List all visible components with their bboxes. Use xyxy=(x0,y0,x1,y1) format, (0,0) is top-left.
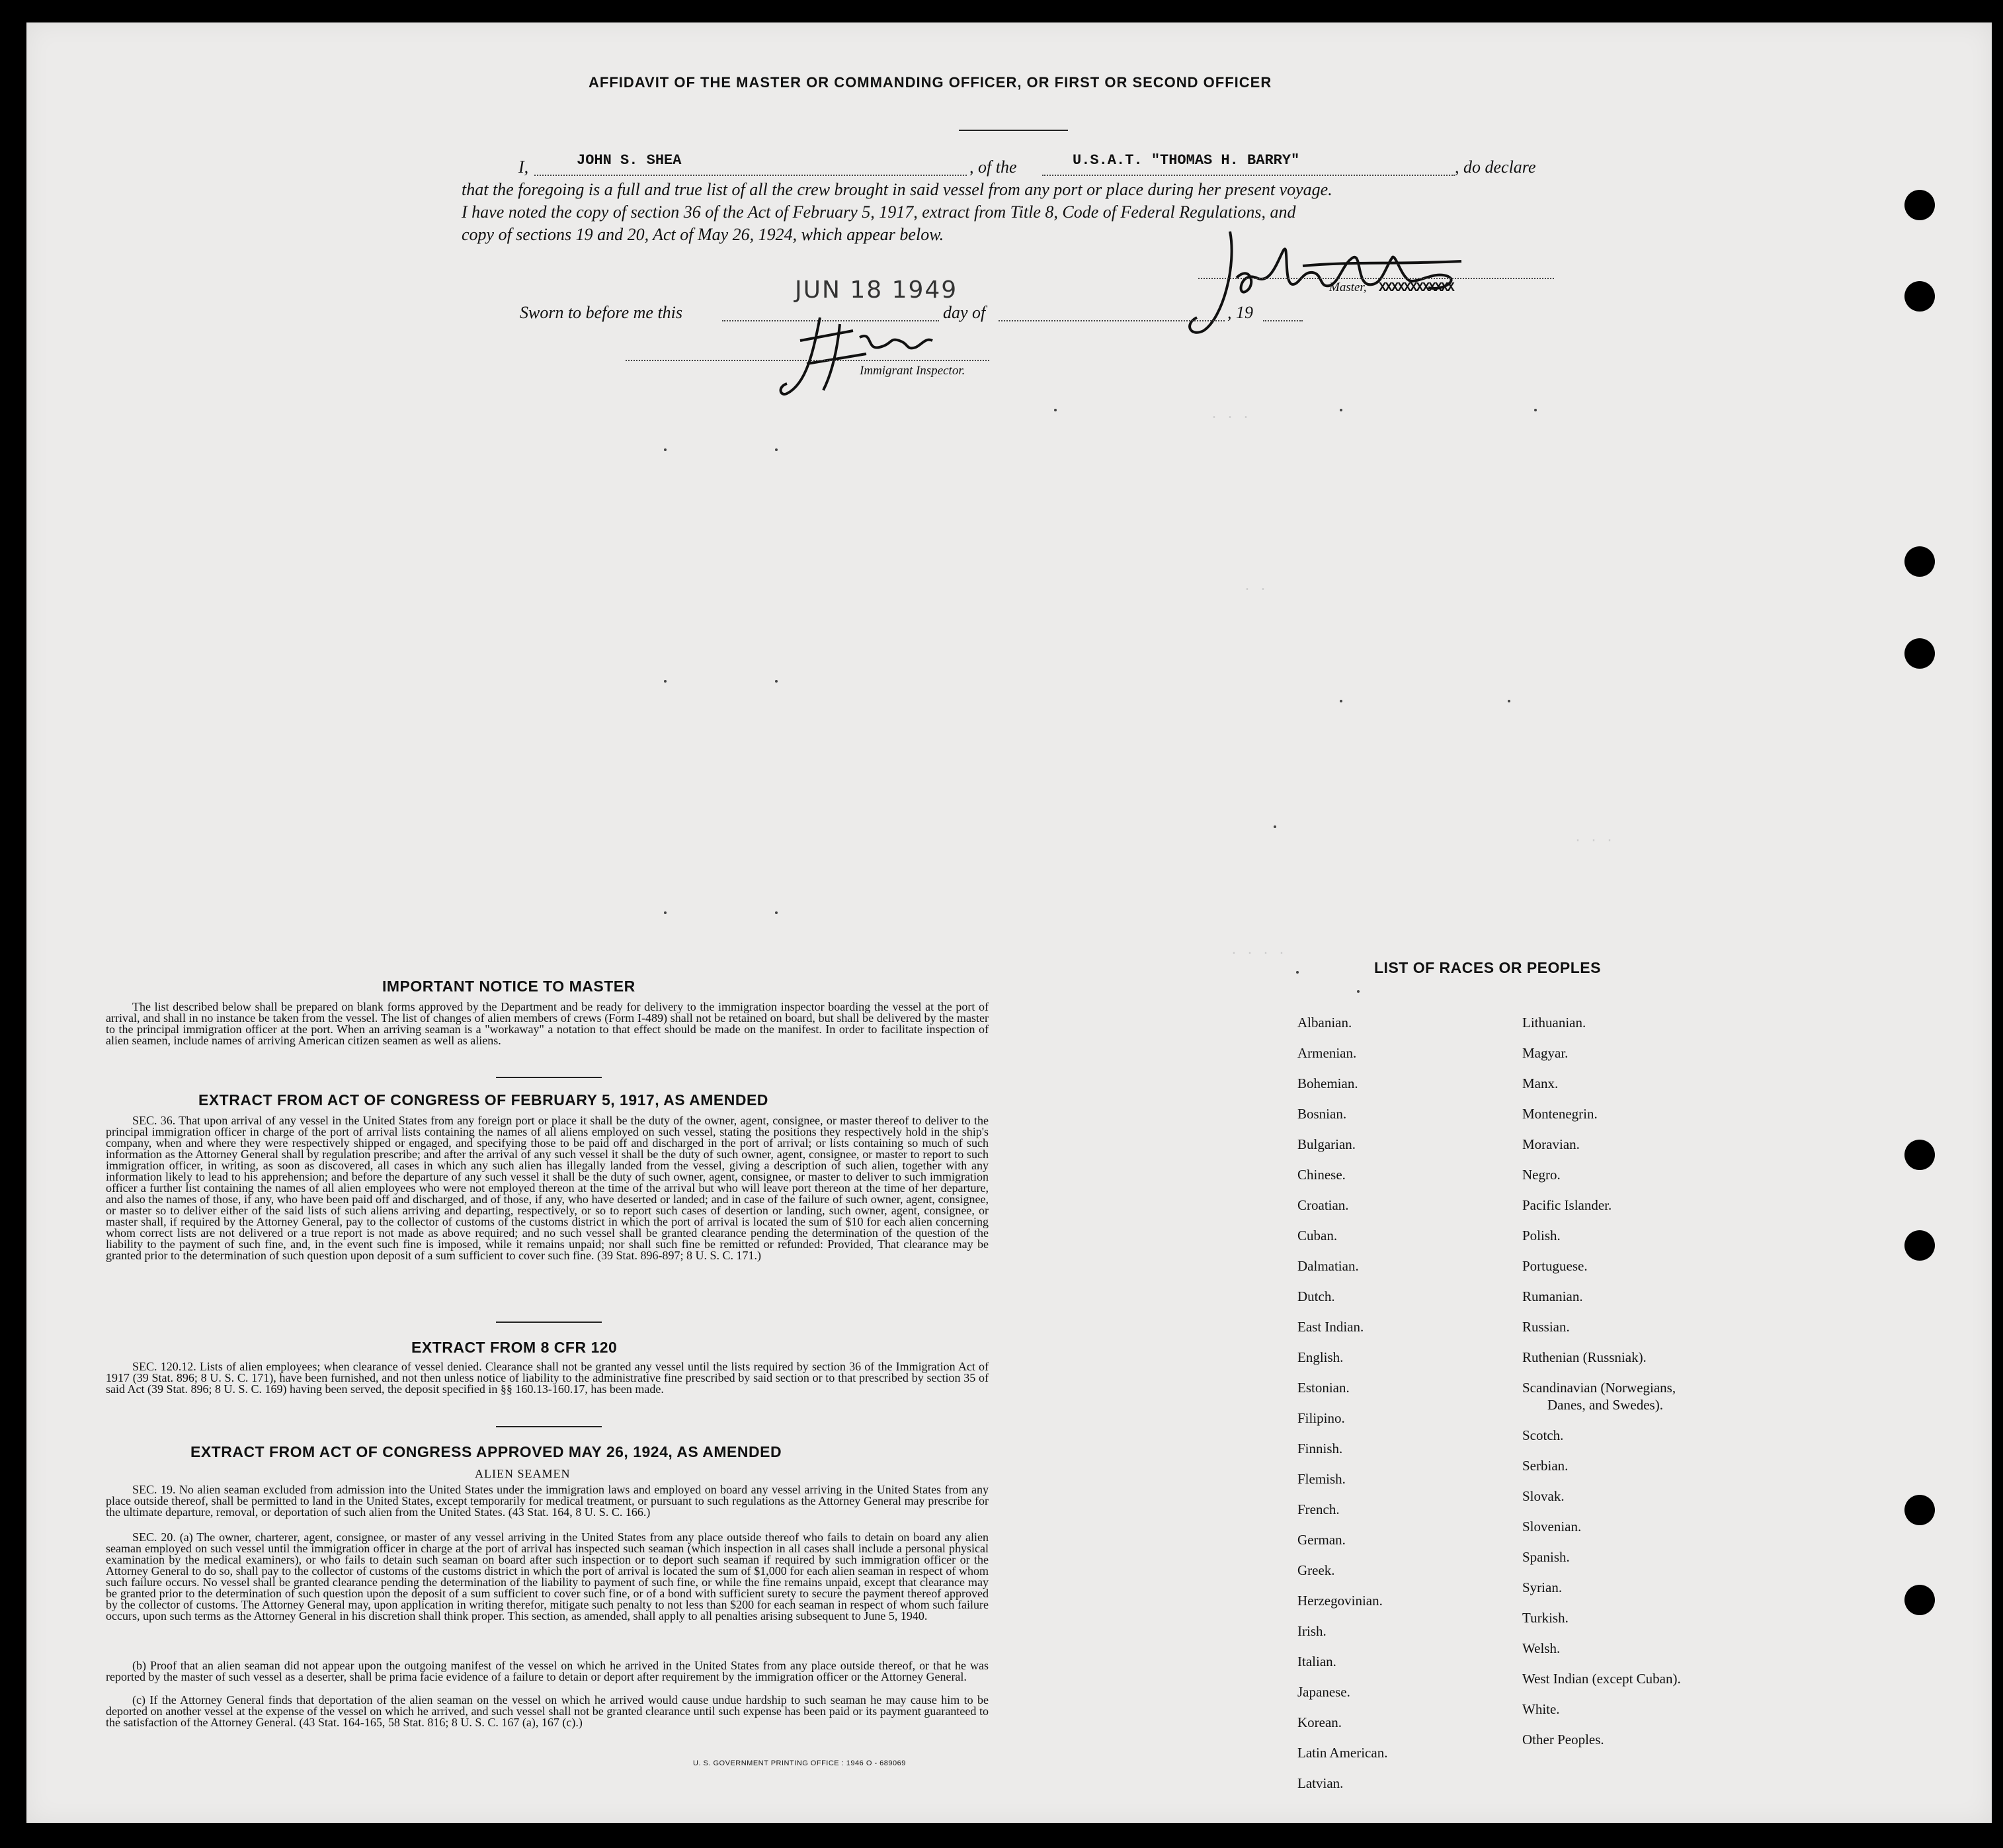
race-item: Montenegrin. xyxy=(1522,1106,1598,1122)
punch-hole xyxy=(1904,1495,1935,1525)
declaration-line-2: that the foregoing is a full and true list of all the crew brought in said vessel from any port or place during her present voyage. xyxy=(462,180,1332,199)
race-item: Ruthenian (Russniak). xyxy=(1522,1349,1647,1365)
race-item: Dalmatian. xyxy=(1297,1258,1359,1274)
race-item: Slovak. xyxy=(1522,1488,1565,1504)
notice-body: The list described below shall be prepared on blank forms approved by the Department and be ready for delivery to the immigration inspector boarding the vessel at the port of arrival, and shall in no instance be taken from the vessel. The list of changes of alien members of crews (Form I-489) shall not be retained on board, but shall be delivered by the master to the principal immigration officer at the port. When an arriving seaman is a "workaway" a notation to that effect should be made on the manifest. In order to facilitate inspection of alien seamen, include names of arriving American citizen seamen as well as aliens. xyxy=(106,1000,989,1047)
race-item: Filipino. xyxy=(1297,1410,1345,1426)
race-item: Rumanian. xyxy=(1522,1288,1583,1304)
vessel-name-field: U.S.A.T. "THOMAS H. BARRY" xyxy=(1073,152,1300,169)
race-item: Finnish. xyxy=(1297,1441,1343,1456)
date-stamp: JUN 18 1949 xyxy=(795,276,958,304)
punch-hole xyxy=(1904,1230,1935,1261)
race-item: Greek. xyxy=(1297,1562,1335,1578)
race-item: Manx. xyxy=(1522,1075,1559,1091)
extract-cfr-title: EXTRACT FROM 8 CFR 120 xyxy=(411,1339,618,1356)
sec20c-body: (c) If the Attorney General finds that deportation of the alien seaman on the vessel on which he arrived would cause undue hardship to such seaman he may cause him to be deported on another vessel at the expense of the vessel on which he arrived, and such vessel shall not be granted clearance until such expense has been paid or its payment guaranteed to the satisfaction of the Attorney General. (43 Stat. 164-165, 58 Stat. 816; 8 U. S. C. 167 (a), 167 (c).) xyxy=(106,1693,989,1729)
races-title: LIST OF RACES OR PEOPLES xyxy=(1374,959,1601,976)
race-item: Magyar. xyxy=(1522,1045,1569,1061)
title-divider xyxy=(959,130,1068,131)
race-item: Bosnian. xyxy=(1297,1106,1347,1122)
alien-seamen-subtitle: ALIEN SEAMEN xyxy=(475,1467,571,1480)
race-item: Italian. xyxy=(1297,1654,1336,1669)
race-item: East Indian. xyxy=(1297,1319,1364,1335)
race-item: Latin American. xyxy=(1297,1745,1388,1761)
extract-cfr-body: SEC. 120.12. Lists of alien employees; when clearance of vessel denied. Clearance shall not be granted any vessel until the lists required by section 36 of the Immigration Act of 1917 (39 Stat. 896; 8 U. S. C. 171), have been furnished, and not then unless notice of liability to the administrative fine prescribed by said section or to that prescribed by section 35 of said Act (39 Stat. 896; 8 U. S. C. 169) having been served, the deposit specified in §§ 160.13-160.17, has been made. xyxy=(106,1360,989,1396)
punch-hole xyxy=(1904,546,1935,577)
race-item: Serbian. xyxy=(1522,1458,1569,1474)
race-item: Irish. xyxy=(1297,1623,1327,1639)
sec19-body: SEC. 19. No alien seaman excluded from admission into the United States under the immigration laws and employed on board any vessel arriving in the United States from any place outside thereof, shall be permitted to land in the United States, except temporarily for medical treatment, or pursuant to such regulations as the Attorney General may prescribe for the ultimate departure, removal, or deportation of such alien from the United States. (43 Stat. 164, 8 U. S. C. 166.) xyxy=(106,1483,989,1519)
inspector-signature xyxy=(774,311,992,403)
race-item: Korean. xyxy=(1297,1714,1342,1730)
declaration-line-4: copy of sections 19 and 20, Act of May 26, 1924, which appear below. xyxy=(462,225,944,244)
race-item: Scandinavian (Norwegians, xyxy=(1522,1380,1676,1396)
declaration-line-3: I have noted the copy of section 36 of the Act of February 5, 1917, extract from Title 8, Code of Federal Regulations, and xyxy=(462,202,1296,222)
race-item: Bohemian. xyxy=(1297,1075,1358,1091)
race-item: Spanish. xyxy=(1522,1549,1570,1565)
punch-hole xyxy=(1904,1585,1935,1615)
race-item: Danes, and Swedes). xyxy=(1547,1397,1663,1413)
do-declare-label: , do declare xyxy=(1455,157,1536,177)
i-label: I, xyxy=(518,157,529,177)
printer-imprint: U. S. GOVERNMENT PRINTING OFFICE : 1946 O - 689069 xyxy=(693,1759,906,1767)
races-column-2 xyxy=(1522,1007,1681,1755)
notice-title: IMPORTANT NOTICE TO MASTER xyxy=(382,978,635,995)
extract-1917-title: EXTRACT FROM ACT OF CONGRESS OF FEBRUARY 5, 1917, AS AMENDED xyxy=(198,1091,768,1109)
race-item: Syrian. xyxy=(1522,1579,1563,1595)
race-item: English. xyxy=(1297,1349,1344,1365)
race-item: Scotch. xyxy=(1522,1427,1564,1443)
punch-hole xyxy=(1904,281,1935,312)
race-item: Moravian. xyxy=(1522,1136,1580,1152)
race-item: Flemish. xyxy=(1297,1471,1346,1487)
race-item: Other Peoples. xyxy=(1522,1732,1604,1747)
race-item: Polish. xyxy=(1522,1228,1561,1243)
race-item: West Indian (except Cuban). xyxy=(1522,1671,1681,1687)
sworn-label: Sworn to before me this xyxy=(520,303,683,322)
punch-hole xyxy=(1904,190,1935,220)
extract-1924-title: EXTRACT FROM ACT OF CONGRESS APPROVED MAY 26, 1924, AS AMENDED xyxy=(190,1443,782,1460)
race-item: Latvian. xyxy=(1297,1775,1344,1791)
race-item: French. xyxy=(1297,1501,1340,1517)
race-item: White. xyxy=(1522,1701,1560,1717)
inspector-label: Immigrant Inspector. xyxy=(860,364,965,378)
race-item: Herzegovinian. xyxy=(1297,1593,1383,1609)
race-item: Cuban. xyxy=(1297,1228,1338,1243)
struck-title: XXXXXXXXXXXX xyxy=(1379,280,1453,295)
race-item: Negro. xyxy=(1522,1167,1561,1183)
master-label: Master, xyxy=(1329,280,1367,294)
race-item: Welsh. xyxy=(1522,1640,1561,1656)
race-item: Croatian. xyxy=(1297,1197,1349,1213)
races-column-1 xyxy=(1297,1007,1387,1798)
race-item: Pacific Islander. xyxy=(1522,1197,1612,1213)
punch-hole xyxy=(1904,1140,1935,1170)
year-label: , 19 xyxy=(1227,303,1253,322)
race-item: Slovenian. xyxy=(1522,1519,1582,1534)
day-of-label: day of xyxy=(943,303,986,322)
affidavit-title: AFFIDAVIT OF THE MASTER OR COMMANDING OFFICER, OR FIRST OR SECOND OFFICER xyxy=(589,74,1272,91)
race-item: Armenian. xyxy=(1297,1045,1357,1061)
race-item: Albanian. xyxy=(1297,1015,1352,1030)
master-name-field: JOHN S. SHEA xyxy=(577,152,682,169)
of-the-label: , of the xyxy=(969,157,1017,177)
race-item: Portuguese. xyxy=(1522,1258,1588,1274)
race-item: Bulgarian. xyxy=(1297,1136,1356,1152)
extract-1917-body: SEC. 36. That upon arrival of any vessel in the United States from any foreign port or place it shall be the duty of the owner, agent, consignee, or master thereof to deliver to the principal immigration officer in charge of the port of arrival lists containing the names of all aliens employed on such vessel, stating the positions they respectively hold in the ship's company, when and where they were respectively shipped or engaged, and specifying those to be paid off and discharged in the port of arrival; or lists containing so much of such information as the Attorney General shall by regulation prescribe; and after the arrival of any such vessel it shall be the duty of such owner, agent, consignee, or master to report to such immigration officer, in writing, as soon as discovered, all cases in which any such alien has illegally landed from the vessel, giving a description of such alien, together with any information likely to lead to his apprehension; and before the departure of any such vessel it shall be the duty of such owner, agent, consignee, or master to deliver to such immigration officer a further list containing the names of all alien employees who were not employed thereon at the time of the arrival but who will leave port thereon at the time of her departure, and also the names of those, if any, who have been paid off and discharged, and of those, if any, who have deserted or landed; and in case of the failure of such owner, agent, consignee, or master so to deliver either of the said lists of such aliens arriving and departing, respectively, or so to report such cases of desertion or landing, such owner, agent, consignee, or master shall, if required by the Attorney General, pay to the collector of customs of the customs district in which the port of arrival is located the sum of $10 for each alien concerning whom correct lists are not delivered or a true report is not made as above required; and no such vessel shall be granted clearance pending the determination of the question of the liability to the payment of such fine, and, in the event such fine is imposed, while it remains unpaid; nor shall such fine be remitted or refunded: Provided, That clearance may be granted prior to the determination of such question upon deposit of a sum sufficient to cover such fine. (39 Stat. 896-897; 8 U. S. C. 171.) xyxy=(106,1114,989,1262)
race-item: Turkish. xyxy=(1522,1610,1569,1626)
punch-hole xyxy=(1904,638,1935,669)
race-item: Chinese. xyxy=(1297,1167,1346,1183)
race-item: German. xyxy=(1297,1532,1346,1548)
race-item: Lithuanian. xyxy=(1522,1015,1586,1030)
sec20a-body: SEC. 20. (a) The owner, charterer, agent, consignee, or master of any vessel arriving in the United States from any place outside thereof who fails to detain on board any alien seaman employed on such vessel until the immigration officer in charge at the port of arrival has inspected such seaman (which inspection in all cases shall include a personal physical examination by the medical examiners), or who fails to detain such seaman on board after such inspection or to deport such seaman if required by such immigration officer or the Attorney General to do so, shall pay to the collector of customs of the customs district in which the port of arrival is located the sum of $1,000 for each alien seaman in respect of whom such failure occurs. No vessel shall be granted clearance pending the determination of the liability to payment of such fine, or while the fine remains unpaid, except that clearance may be granted prior to the determination of such question upon the deposit of a sum sufficient to cover such fine, or of a bond with sufficient surety to secure the payment thereof approved by the collector of customs. The Attorney General may, upon application in writing therefor, mitigate such penalty to not less than $200 for each seaman in respect of whom such failure occurs, upon such terms as the Attorney General in his discretion shall think proper. This section, as amended, shall apply to all penalties arising subsequent to June 5, 1940. xyxy=(106,1531,989,1622)
race-item: Russian. xyxy=(1522,1319,1570,1335)
race-item: Dutch. xyxy=(1297,1288,1335,1304)
sec20b-body: (b) Proof that an alien seaman did not appear upon the outgoing manifest of the vessel on which he arrived in the United States from any place outside thereof, or that he was reported by the master of such vessel as a deserter, shall be prima facie evidence of a failure to detain or deport after requirement by the immigration officer or the Attorney General. xyxy=(106,1659,989,1683)
race-item: Japanese. xyxy=(1297,1684,1350,1700)
race-item: Estonian. xyxy=(1297,1380,1350,1396)
